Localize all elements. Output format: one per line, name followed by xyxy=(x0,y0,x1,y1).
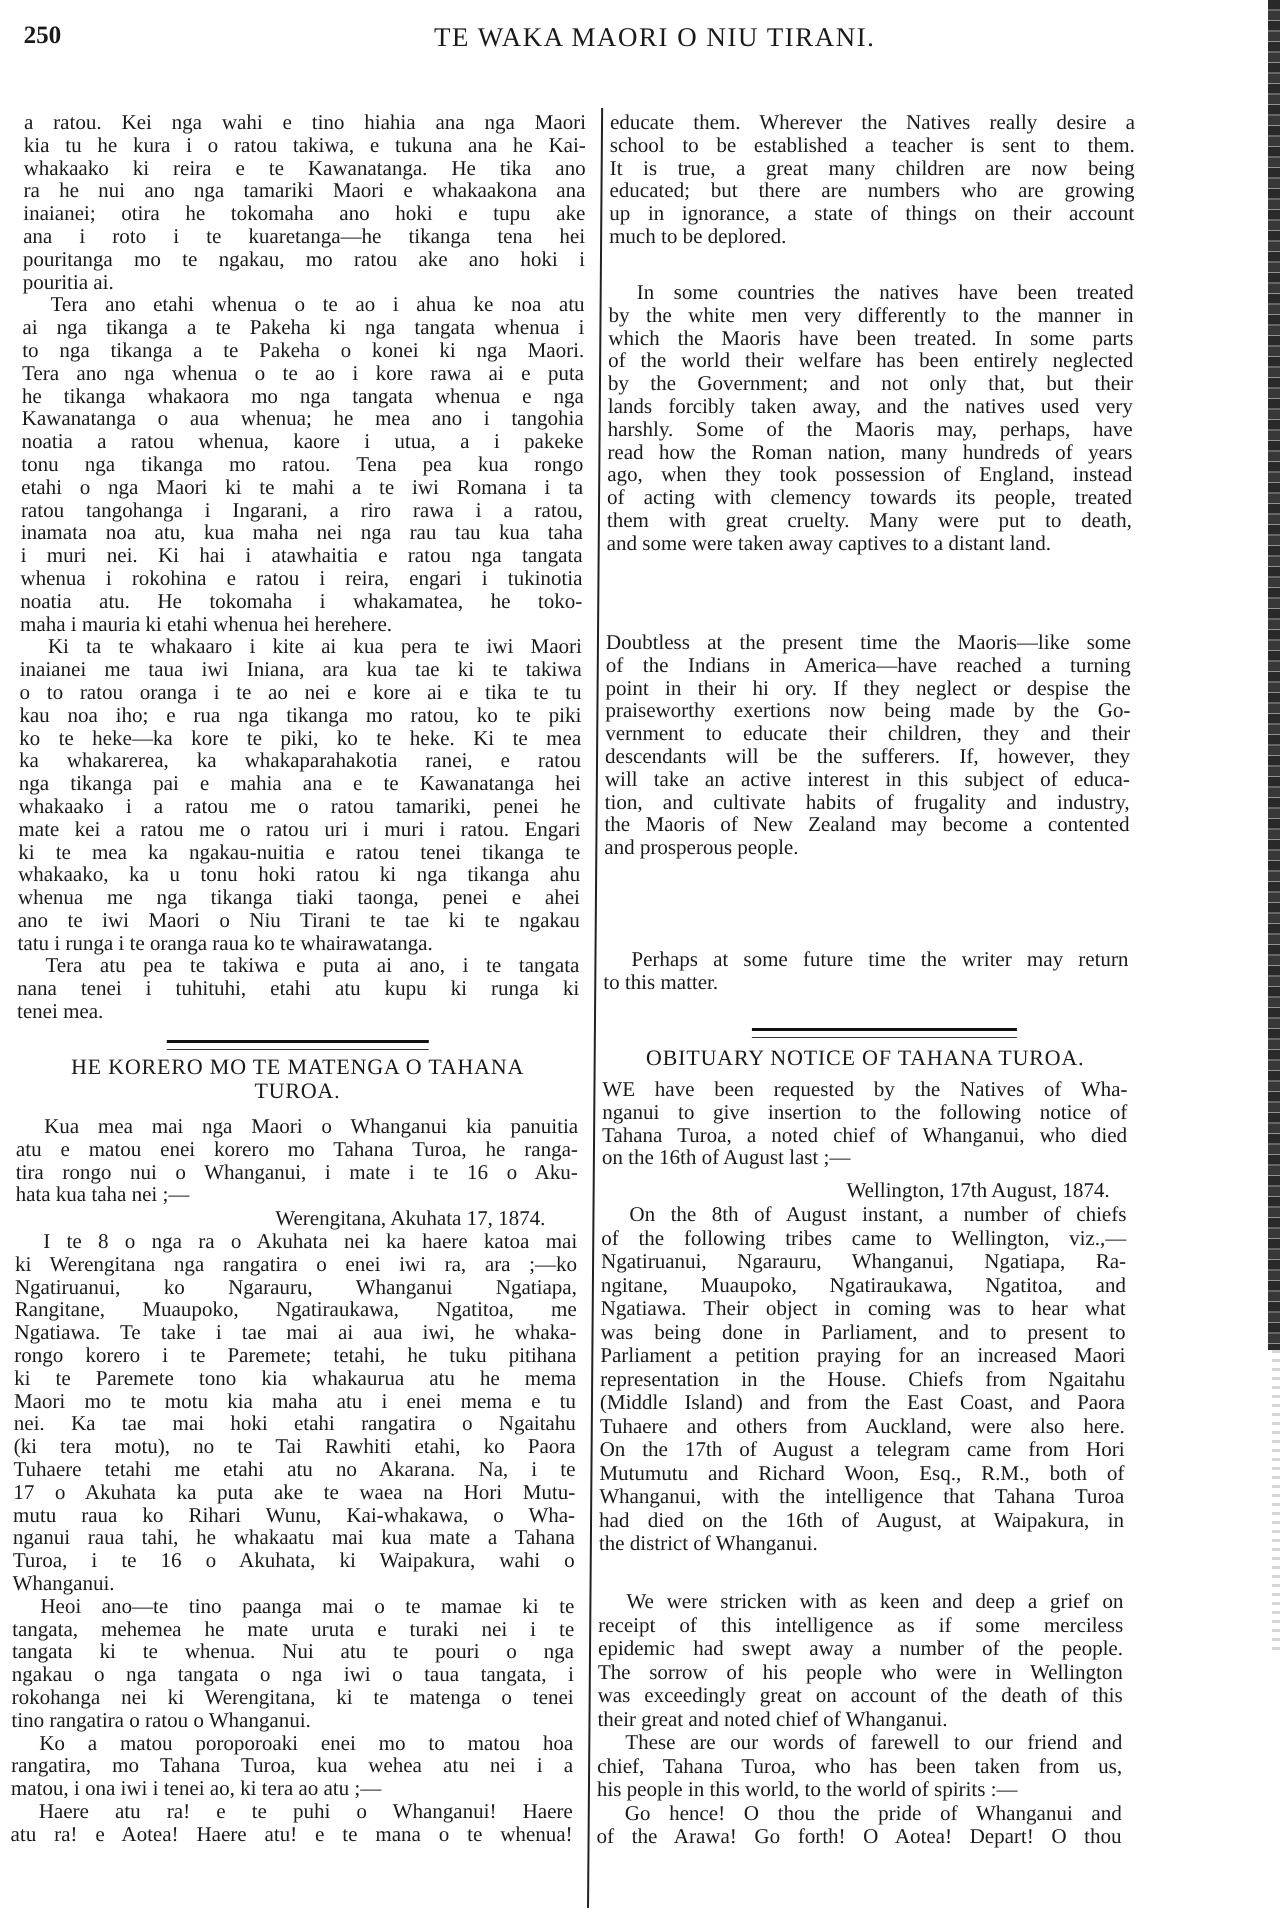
text-line: mate kei a ratou me o ratou uri i muri i ratou. Engari xyxy=(18,816,581,841)
paragraph xyxy=(599,1203,1127,1556)
text-line: ki te Paremete tono kia whakaurua atu he mema xyxy=(14,1365,577,1390)
text-line: pouritanga mo te ngakau, mo ratou ake ano hoki i xyxy=(22,246,586,271)
text-line: Maori mo te motu kia maha atu i enei mema e tu xyxy=(13,1388,577,1413)
text-line: Heoi ano—te tino paanga mai o te mamae ki te xyxy=(40,1593,575,1618)
text-line: (Middle Island) and from the East Coast, and Paora xyxy=(599,1390,1126,1414)
text-line: tatu i runga i te oranga raua ko te whairawatanga. xyxy=(17,930,433,955)
text-line: noatia a ratou whenua, kaore i utua, a i pakeke xyxy=(21,429,584,454)
text-line: Go hence! O thou the pride of Whanganui and xyxy=(624,1800,1122,1825)
text-line: point in their hi ory. If they neglect or despise the xyxy=(605,675,1131,700)
paragraph xyxy=(11,1800,573,1846)
text-line: matou, i ona iwi i tenei ao, ki tera ao atu ;— xyxy=(10,1776,382,1801)
text-line: Tuhaere tetahi me etahi atu no Akarana. Na, i te xyxy=(13,1456,576,1481)
text-line: rokohanga nei ki Werengitana, ki te matenga o tenei xyxy=(11,1684,574,1709)
heading-line: HE KORERO MO TE MATENGA O TAHANA xyxy=(70,1054,525,1079)
text-line: ki te mea ka ngakau-nuitia e ratou tenei tikanga te xyxy=(18,839,581,864)
maori-editorial-text xyxy=(17,111,586,1023)
text-line: Ngatiawa. Their object in coming was to hear what xyxy=(600,1296,1126,1320)
maori-dateline: Werengitana, Akuhata 17, 1874. xyxy=(275,1206,546,1230)
paragraph xyxy=(23,111,586,293)
paragraph xyxy=(602,1078,1128,1169)
paragraph xyxy=(11,1595,574,1732)
text-line: was being done in Parliament, and to present to xyxy=(600,1319,1126,1344)
text-line: (ki tera motu), no te Tai Rawhiti etahi, ko Paora xyxy=(13,1434,576,1459)
english-obituary-farewell xyxy=(596,1590,1123,1849)
text-line: lands forcibly taken away, and the natives used very xyxy=(607,393,1133,418)
text-line: of the Arawa! Go forth! O Aotea! Depart! O thou xyxy=(596,1824,1122,1848)
english-obituary-heading: OBITUARY NOTICE OF TAHANA TUROA. xyxy=(645,1045,1085,1070)
text-line: his people in this world, to the world of spirits :— xyxy=(596,1777,1018,1801)
text-line: kia tu he kura i o ratou takiwa, e tukuna ana he Kai- xyxy=(23,132,586,157)
text-line: of acting with clemency towards its people, treated xyxy=(607,485,1133,510)
text-line: of the Indians in America—have reached a turning xyxy=(605,652,1131,677)
text-line: ano te iwi Maori o Niu Tirani te tae ki te ngakau xyxy=(17,907,580,932)
text-line: ratou tangohanga i Ingarani, a riro rawa i a ratou, xyxy=(20,497,584,522)
english-obituary-body xyxy=(599,1203,1127,1556)
text-line: Parliament a petition praying for an increased Maori xyxy=(600,1343,1126,1367)
page-number: 250 xyxy=(23,22,62,49)
text-line: nganui to give insertion to the following notice of xyxy=(602,1099,1128,1124)
text-line: The sorrow of his people who were in Wellington xyxy=(597,1659,1123,1684)
paragraph xyxy=(12,1230,577,1595)
text-line: Ko a matou poroporoaki enei mo to matou hoa xyxy=(39,1730,574,1755)
text-line: Tera atu pea te takiwa e puta ai ano, i te tangata xyxy=(45,953,580,978)
maori-obituary-body xyxy=(11,1230,578,1846)
english-editorial-p3 xyxy=(604,631,1131,859)
text-line: which the Maoris have been treated. In some parts xyxy=(608,325,1134,350)
text-line: hata kua taha nei ;— xyxy=(15,1182,190,1207)
paragraph xyxy=(604,631,1131,859)
english-obituary-intro xyxy=(602,1078,1128,1169)
masthead-title: TE WAKA MAORI O NIU TIRANI. xyxy=(433,22,876,52)
text-line: was exceedingly great on account of the death of this xyxy=(597,1683,1123,1707)
paragraph xyxy=(18,635,583,954)
text-line: Tuhaere and others from Auckland, were also here. xyxy=(599,1413,1125,1438)
text-line: Ngatiruanui, ko Ngarauru, Whanganui Ngatiapa, xyxy=(14,1274,577,1299)
text-line: whakaako i a ratou me o ratou tamariki, penei he xyxy=(18,793,581,818)
text-line: whenua i rokohina e ratou i reira, engari i tukinotia xyxy=(20,565,583,590)
text-line: Turoa, i te 16 o Akuhata, ki Waipakura, wahi o xyxy=(12,1548,575,1573)
text-line: Mutumutu and Richard Woon, Esq., R.M., both of xyxy=(599,1460,1125,1485)
text-line: whenua me nga tikanga tiaki taonga, penei e ahei xyxy=(17,885,581,910)
text-line: up in ignorance, a state of things on their account xyxy=(609,201,1135,226)
text-line: ai nga tikanga a te Pakeha ki nga tangata whenua i xyxy=(22,315,585,340)
text-line: tenei mea. xyxy=(16,999,104,1024)
text-line: inaianei; otira he tokomaha ano hoki e tupu ake xyxy=(23,201,586,226)
text-line: them with great cruelty. Many were put to death, xyxy=(606,507,1133,532)
paragraph xyxy=(596,1802,1121,1849)
text-line: WE have been requested by the Natives of Wha- xyxy=(602,1077,1128,1101)
text-line: inamata noa atu, kua maha nei nga rau tau kua taha xyxy=(20,520,583,545)
text-line: of the following tribes came to Wellington, viz.,— xyxy=(601,1225,1127,1250)
scan-edge-binding xyxy=(1268,0,1280,1350)
paragraph xyxy=(607,281,1134,555)
text-line: vernment to educate their children, they and their xyxy=(605,721,1131,746)
text-line: Perhaps at some future time the writer may return xyxy=(631,947,1129,971)
text-line: had died on the 16th of August, at Waipakura, in xyxy=(598,1507,1125,1532)
text-line: Doubtless at the present time the Maoris—like some xyxy=(605,630,1132,654)
text-line: o to ratou oranga i te ao nei e kore ai e tika te tu xyxy=(19,679,582,704)
text-line: rongo korero i te Paremete; tetahi, he tuku pitihana xyxy=(14,1342,577,1367)
heading-line: TUROA. xyxy=(254,1078,341,1103)
text-line: the Maoris of New Zealand may become a contented xyxy=(604,812,1130,837)
text-line: pouritia ai. xyxy=(22,269,114,294)
text-line: to this matter. xyxy=(603,969,719,994)
maori-obituary-intro xyxy=(16,1115,579,1206)
text-line: 17 o Akuhata ka puta ake te waea na Hori Mutu- xyxy=(13,1479,576,1504)
text-line: of the world their welfare has been entirely neglected xyxy=(608,348,1134,373)
text-line: nga tikanga pai e mahia ana e te Kawanatanga hei xyxy=(18,771,581,796)
paragraph xyxy=(16,1115,579,1206)
text-line: Tera ano etahi whenua o te ao i ahua ke noa atu xyxy=(50,292,585,317)
text-line: Rangitane, Muaupoko, Ngatiraukawa, Ngatitoa, me xyxy=(14,1297,577,1322)
paragraph xyxy=(597,1590,1123,1731)
text-line: by the white men very differently to the manner in xyxy=(608,302,1134,327)
text-line: noatia atu. He tokomaha i whakamatea, he toko- xyxy=(20,588,583,613)
text-line: atu e matou enei korero mo Tahana Turoa, he ranga- xyxy=(15,1136,579,1161)
paragraph xyxy=(597,1731,1123,1802)
paragraph xyxy=(17,954,580,1022)
text-line: Ngatiruanui, Ngarauru, Whanganui, Ngatiapa, Ra- xyxy=(601,1249,1127,1273)
text-line: Ngatiawa. Te take i tae mai ai aua iwi, he whaka- xyxy=(14,1320,577,1345)
text-line: mutu raua ko Rihari Wunu, Kai-whakawa, o Wha- xyxy=(13,1502,576,1527)
text-line: tion, and cultivate habits of frugality and industry, xyxy=(604,789,1130,814)
text-line: ngakau o nga tangata o nga iwi o taua tangata, i xyxy=(11,1662,574,1687)
maori-obituary-heading xyxy=(16,1055,578,1103)
text-line: tira rongo nui o Whanganui, i mate i te 16 o Aku- xyxy=(15,1159,578,1184)
text-line: on the 16th of August last ;— xyxy=(601,1145,851,1170)
text-line: nganui raua tahi, he whakaatu mai kua mate a Tahana xyxy=(12,1525,576,1550)
text-line: nei. Ka tae mai hoki etahi rangatira o Ngaitahu xyxy=(13,1411,576,1436)
text-line: ana i roto i te kuaretanga—he tikanga tena hei xyxy=(23,223,586,248)
text-line: ko te heke—ka kore te piki, ko te heke. Ki te mea xyxy=(19,725,582,750)
text-line: chief, Tahana Turoa, who has been taken from us, xyxy=(597,1753,1123,1778)
text-line: ki Werengitana nga rangatira o enei iwi ra, ara ;—ko xyxy=(14,1251,578,1276)
text-line: read how the Roman nation, many hundreds of years xyxy=(607,439,1133,464)
text-line: maha i mauria ki etahi whenua hei herehere. xyxy=(20,611,393,636)
text-line: Tera ano nga whenua o te ao i kore rawa ai e puta xyxy=(21,360,585,385)
text-line: tangata ki te whenua. Nui atu te pouri o nga xyxy=(11,1639,575,1664)
text-line: representation in the House. Chiefs from Ngaitahu xyxy=(600,1366,1126,1391)
text-line: he tikanga whakaora mo nga tangata whenua e nga xyxy=(21,383,584,408)
section-double-rule xyxy=(752,1028,1017,1038)
text-line: and prosperous people. xyxy=(604,835,799,860)
text-line: Tahana Turoa, a noted chief of Whanganui, who died xyxy=(601,1122,1128,1147)
text-line: i muri nei. Ki hai i atawhaitia e ratou nga tangata xyxy=(20,543,583,568)
text-line: tonu nga tikanga mo ratou. Tena pea kua rongo xyxy=(21,451,584,476)
text-line: atu ra! e Aotea! Haere atu! e te mana o te whenua! xyxy=(10,1821,573,1846)
text-line: These are our words of farewell to our friend and xyxy=(625,1730,1123,1754)
paragraph xyxy=(11,1732,574,1800)
text-line: Kawanatanga o aua whenua; he mea ano i tangohia xyxy=(21,406,584,431)
text-line: educated; but there are numbers who are growing xyxy=(609,178,1135,203)
text-line: by the Government; and not only that, but their xyxy=(607,371,1134,396)
text-line: Whanganui, with the intelligence that Tahana Turoa xyxy=(599,1484,1125,1508)
text-line: ngitane, Muaupoko, Ngatiraukawa, Ngatitoa, and xyxy=(600,1272,1127,1297)
text-line: I te 8 o nga ra o Akuhata nei ka haere katoa mai xyxy=(43,1229,578,1253)
text-line: epidemic had swept away a number of the people. xyxy=(597,1636,1124,1660)
english-editorial-p2 xyxy=(607,281,1134,555)
text-line: to nga tikanga a te Pakeha o konei ki nga Maori. xyxy=(22,337,585,362)
text-line: We were stricken with as keen and deep a grief on xyxy=(626,1589,1124,1613)
text-line: Haere atu ra! e te puhi o Whanganui! Haere xyxy=(38,1798,573,1823)
text-line: In some countries the natives have been treated xyxy=(636,280,1134,304)
text-line: descendants will be the sufferers. If, however, they xyxy=(604,743,1131,768)
text-line: the district of Whanganui. xyxy=(598,1531,818,1555)
text-line: whakaako, ka u tonu hoki ratou ki nga tikanga ahu xyxy=(18,862,581,887)
text-line: On the 17th of August a telegram came from Hori xyxy=(599,1437,1125,1461)
text-line: praiseworthy exertions now being made by the Go- xyxy=(605,698,1131,723)
text-line: etahi o nga Maori ki te mahi a te iwi Romana i ta xyxy=(21,474,584,499)
text-line: a ratou. Kei nga wahi e tino hiahia ana nga Maori xyxy=(23,110,587,134)
text-line: much to be deplored. xyxy=(609,223,787,248)
paragraph xyxy=(20,293,585,635)
text-line: Whanganui. xyxy=(12,1570,115,1595)
english-editorial-p1 xyxy=(609,111,1135,248)
text-line: their great and noted chief of Whanganui. xyxy=(597,1706,948,1731)
paragraph xyxy=(603,948,1128,994)
text-line: On the 8th of August instant, a number of chiefs xyxy=(629,1202,1127,1226)
english-dateline: Wellington, 17th August, 1874. xyxy=(846,1178,1110,1202)
text-line: receipt of this intelligence as if some merciless xyxy=(598,1612,1124,1637)
text-line: and some were taken away captives to a distant land. xyxy=(606,530,1052,555)
text-line: rangatira, mo Tahana Turoa, kua wehea atu nei i a xyxy=(11,1753,574,1778)
text-line: kau noa iho; e rua nga tikanga mo ratou, ko te piki xyxy=(19,702,582,727)
text-line: whakaako ki reira e te Kawanatanga. He tika ano xyxy=(23,155,586,180)
text-line: nana tenei i tuhituhi, etahi atu kupu ki runga ki xyxy=(17,976,580,1001)
paragraph xyxy=(609,111,1135,248)
text-line: school to be established a teacher is sent to them. xyxy=(609,132,1135,157)
text-line: ra he nui ano nga tamariki Maori e whakaakona ana xyxy=(23,178,586,203)
section-double-rule xyxy=(167,1040,429,1050)
text-line: harshly. Some of the Maoris may, perhaps, have xyxy=(607,416,1133,441)
text-line: will take an active interest in this subject of educa- xyxy=(604,766,1130,791)
text-line: inaianei me taua iwi Iniana, ara kua tae ki te takiwa xyxy=(19,657,582,682)
text-line: tino rangatira o ratou o Whanganui. xyxy=(11,1707,311,1732)
text-line: Ki ta te whakaaro i kite ai kua pera te iwi Maori xyxy=(47,634,583,659)
text-line: ka whakarerea, ka whakaparahakotia ranei, e ratou xyxy=(18,748,582,773)
text-line: tangata, mehemea he mate uruta e turaki nei i te xyxy=(12,1616,575,1641)
text-line: ago, when they took possession of England, instead xyxy=(607,462,1133,487)
text-line: Kua mea mai nga Maori o Whanganui kia panuitia xyxy=(44,1114,579,1138)
text-line: It is true, a great many children are now being xyxy=(609,155,1135,180)
scan-edge-binding-faint xyxy=(1272,1350,1280,1650)
english-editorial-p4 xyxy=(603,948,1128,994)
text-line: educate them. Wherever the Natives really desire a xyxy=(609,110,1136,134)
